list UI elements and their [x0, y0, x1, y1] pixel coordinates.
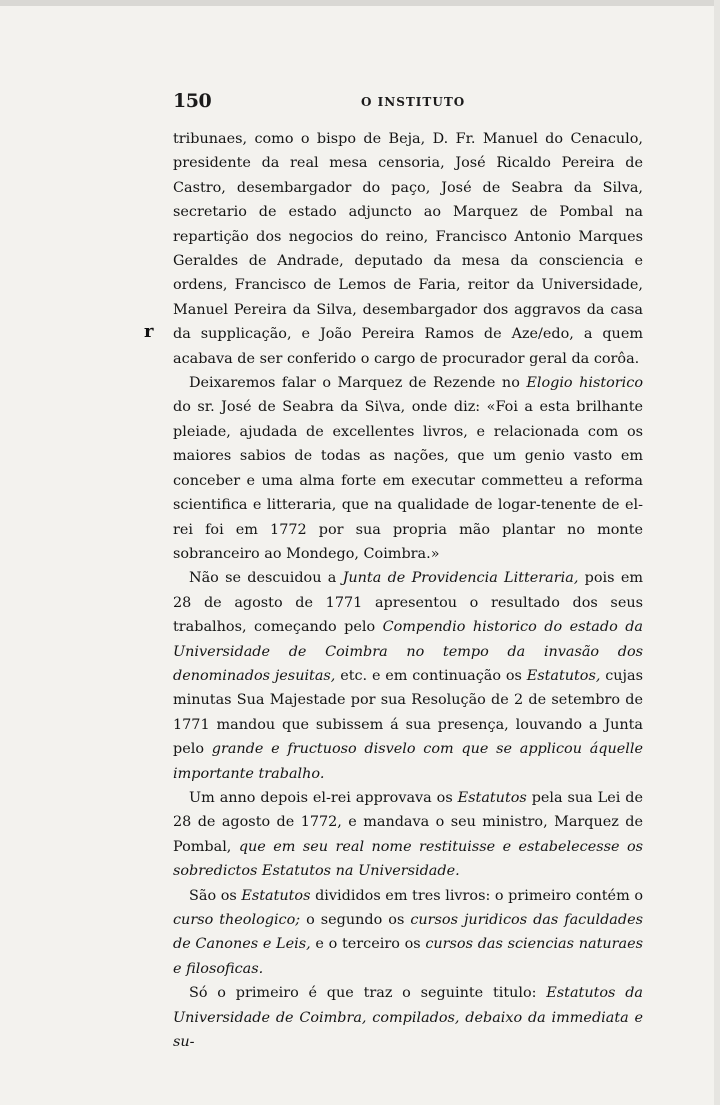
- paragraph: [173, 371, 643, 566]
- text-run: do sr. José de Seabra da Si\va, onde diz: «Foi a esta brilhante pleiade, ajudada de excellentes livros, e relacionada com os maiores sabios de todas as nações, que um genio vasto em conceber e uma alma forte em executar commetteu a reforma scientifica e litteraria, que na qualidade de logar-tenente de el-rei foi em 1772 por sua propria mão plantar no monte sobranceiro ao Mondego, Coimbra.»: [173, 399, 643, 562]
- text-run: tribunaes, como o bispo de Beja, D. Fr. Manuel do Cenaculo, presidente da real mesa censoria, José Ricaldo Pereira de Castro, desembargador do paço, José de Seabra da Silva, secretario de estado adjuncto ao Marquez de Pombal na repartição dos negocios do reino, Francisco Antonio Marques Geraldes de Andrade, deputado da mesa da consciencia e ordens, Francisco de Lemos de Faria, reitor da Universidade, Manuel Pereira da Silva, desembargador dos aggravos da casa da supplicação, e João Pereira Ramos de Aze/edo, a quem acabava de ser conferido o cargo de procurador geral da corôa.: [173, 131, 643, 367]
- text-run: e o terceiro os: [310, 936, 426, 953]
- page-header: [173, 90, 643, 114]
- scan-edge-top: [0, 0, 720, 6]
- paragraph: [173, 884, 643, 982]
- italic-text: cursos das sciencias naturaes e filosoficas.: [173, 936, 643, 977]
- scan-edge-right: [714, 0, 720, 1105]
- text-run: Não se descuidou a: [189, 570, 343, 587]
- running-title: O INSTITUTO: [361, 95, 466, 109]
- italic-text: Junta de Providencia Litteraria,: [342, 570, 579, 587]
- italic-text: Estatutos: [241, 887, 311, 904]
- italic-text: curso theologico;: [173, 912, 301, 928]
- italic-text: Estatutos da Universidade de Coimbra, compilados, debaixo da immediata e su-: [173, 985, 643, 1051]
- text-run: pois em 28 de agosto de 1771 apresentou o resultado dos seus trabalhos, começando pelo: [173, 570, 643, 636]
- paragraph: [173, 981, 643, 1054]
- italic-text: cursos juridicos das faculdades de Canones e Leis,: [173, 912, 644, 953]
- text-run: divididos em tres livros: o primeiro contém o: [310, 887, 643, 904]
- italic-text: Elogio historico: [526, 375, 643, 392]
- text-run: etc. e em continuação os: [335, 667, 527, 684]
- paragraph: [173, 786, 643, 884]
- text-run: cujas minutas Sua Majestade por sua Resolução de 2 de setembro de 1771 mandou que subissem á sua presença, louvando a Junta pelo: [173, 667, 643, 758]
- paragraph: [173, 566, 643, 786]
- italic-text: grande e fructuoso disvelo com que se applicou áquelle importante trabalho.: [173, 741, 643, 782]
- text-run: Só o primeiro é que traz o seguinte titulo:: [189, 985, 547, 1002]
- italic-text: Estatutos: [457, 789, 527, 806]
- text-run: Um anno depois el-rei approvava os: [189, 789, 458, 806]
- page-number: 150: [173, 90, 212, 112]
- text-run: Deixaremos falar o Marquez de Rezende no: [189, 375, 527, 392]
- text-run: pela sua Lei de 28 de agosto de 1772, e mandava o seu ministro, Marquez de Pombal,: [173, 789, 643, 855]
- text-run: o segundo os: [300, 912, 411, 928]
- italic-text: que em seu real nome restituisse e estabelecesse os sobredictos Estatutos na Universidade.: [173, 838, 643, 880]
- margin-correction-mark: r: [144, 321, 154, 342]
- body-text: [173, 127, 643, 1054]
- text-run: São os: [189, 887, 242, 904]
- paragraph: [173, 127, 643, 371]
- italic-text: Compendio historico do estado da Universidade de Coimbra no tempo da invasão dos denominados jesuitas,: [173, 619, 643, 684]
- italic-text: Estatutos,: [526, 667, 601, 684]
